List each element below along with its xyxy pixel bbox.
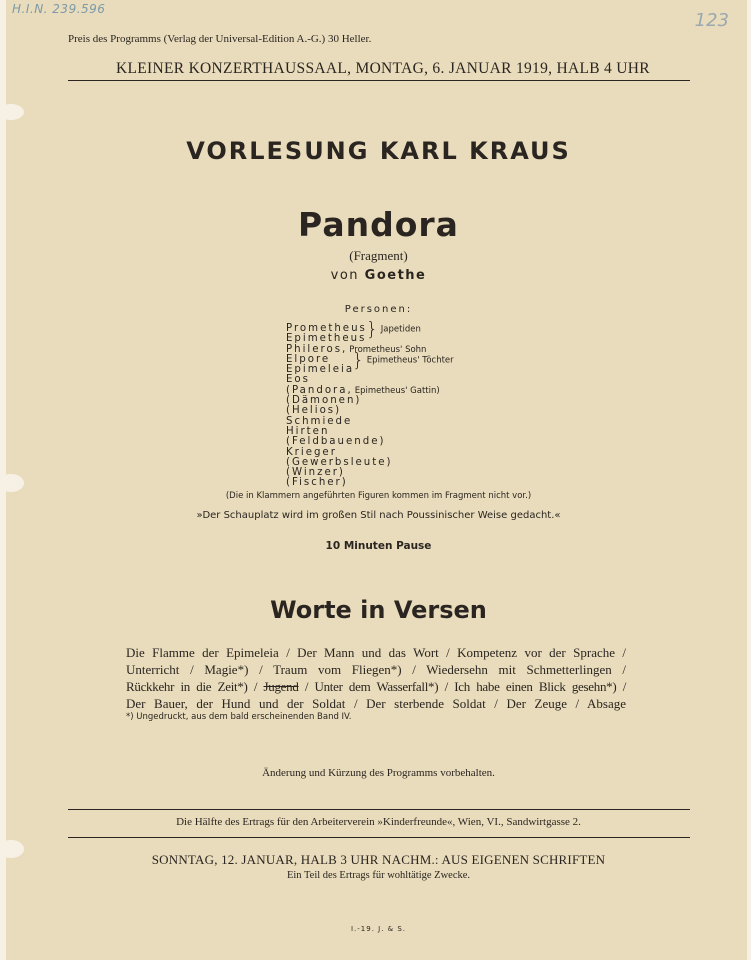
work-title: Pandora — [298, 205, 459, 244]
verse-line: Die Flamme der Epimeleia / Der Mann und das Wort / Kompetenz vor der Sprache / — [126, 645, 626, 660]
author-prefix: von — [330, 268, 360, 283]
cast-item: Elpore — [286, 353, 331, 365]
verse-line: Unterricht / Magie*) / Traum vom Fliegen*) / Wiedersehn mit Schmetterlingen / — [126, 662, 626, 677]
cast-item: (Feldbauende) — [286, 436, 386, 448]
folio-number: 123 — [694, 10, 729, 31]
cast-item: Phileros, Prometheus' Sohn — [286, 343, 427, 355]
changes-note: Änderung und Kürzung des Programms vorbehalten. — [262, 767, 495, 779]
cast-item: (Fischer) — [286, 477, 348, 489]
cast-note: Prometheus' Sohn — [349, 344, 427, 355]
rule-above-proceeds — [68, 809, 690, 810]
author-name: Goethe — [364, 268, 427, 283]
cast-item: (Gewerbsleute) — [286, 456, 393, 468]
cast-note: Japetiden — [380, 324, 421, 335]
intermission-note: 10 Minuten Pause — [325, 540, 432, 552]
punch-hole-top — [0, 104, 24, 120]
verse-line: Rückkehr in die Zeit*) / Jugend / Unter dem Wasserfall*) / Ich habe einen Blick gesehn*) / — [126, 679, 627, 694]
verse-titles — [126, 644, 626, 712]
cast-item: Hirten — [286, 425, 330, 437]
price-line: Preis des Programms (Verlag der Universal-Edition A.-G.) 30 Heller. — [68, 33, 372, 45]
brace-glyph: } — [366, 318, 379, 340]
rule-below-proceeds — [68, 837, 690, 838]
cast-item: (Dämonen) — [286, 395, 362, 407]
struck-word: Jugend — [263, 679, 299, 694]
cast-item: Prometheus — [286, 323, 367, 334]
next-event-line: SONNTAG, 12. JANUAR, HALB 3 UHR NACHM.: AUS EIGENEN SCHRIFTEN — [151, 852, 606, 867]
scene-note: »Der Schauplatz wird im großen Stil nach Poussinischer Weise gedacht.« — [196, 510, 561, 521]
cast-item: Epimetheus — [286, 333, 367, 345]
punch-hole-middle — [0, 474, 24, 492]
proceeds-note: Die Hälfte des Ertrags für den Arbeiterverein »Kinderfreunde«, Wien, VI., Sandwirtgasse 2. — [176, 816, 581, 828]
part-two-title: Worte in Versen — [270, 596, 487, 624]
cast-item: Krieger — [286, 446, 337, 458]
brace-glyph: } — [352, 349, 365, 371]
cast-item: (Pandora, Epimetheus' Gattin) — [286, 384, 440, 396]
work-author-line — [6, 268, 751, 283]
cast-note: Epimetheus' Töchter — [366, 355, 454, 366]
cast-item: Epimeleia — [286, 364, 355, 376]
venue-date-line: KLEINER KONZERTHAUSSAAL, MONTAG, 6. JANUAR 1919, HALB 4 UHR — [116, 60, 650, 77]
footnote: *) Ungedruckt, aus dem bald erscheinenden Band IV. — [126, 712, 352, 722]
cast-note: Epimetheus' Gattin) — [354, 385, 440, 396]
persons-heading: Personen: — [344, 304, 413, 315]
top-rule — [68, 80, 690, 81]
reading-headline: VORLESUNG KARL KRAUS — [186, 137, 571, 165]
cast-item: Schmiede — [286, 415, 353, 427]
japetiden-brace — [366, 320, 421, 338]
archive-stamp: H.I.N. 239.596 — [12, 2, 106, 16]
work-subtitle: (Fragment) — [349, 248, 408, 263]
cast-item: (Helios) — [286, 405, 342, 417]
cast-item: (Winzer) — [286, 467, 345, 479]
verse-line: Der Bauer, der Hund und der Soldat / Der sterbende Soldat / Der Zeuge / Absage — [126, 696, 626, 711]
daughters-brace — [352, 351, 454, 369]
figures-note: (Die in Klammern angeführten Figuren kommen im Fragment nicht vor.) — [225, 491, 532, 501]
cast-item: Eos — [286, 374, 310, 386]
next-event-note: Ein Teil des Ertrags für wohltätige Zwecke. — [286, 870, 471, 881]
cast-list — [286, 318, 454, 489]
printer-mark: I.-19. J. & S. — [350, 925, 407, 933]
